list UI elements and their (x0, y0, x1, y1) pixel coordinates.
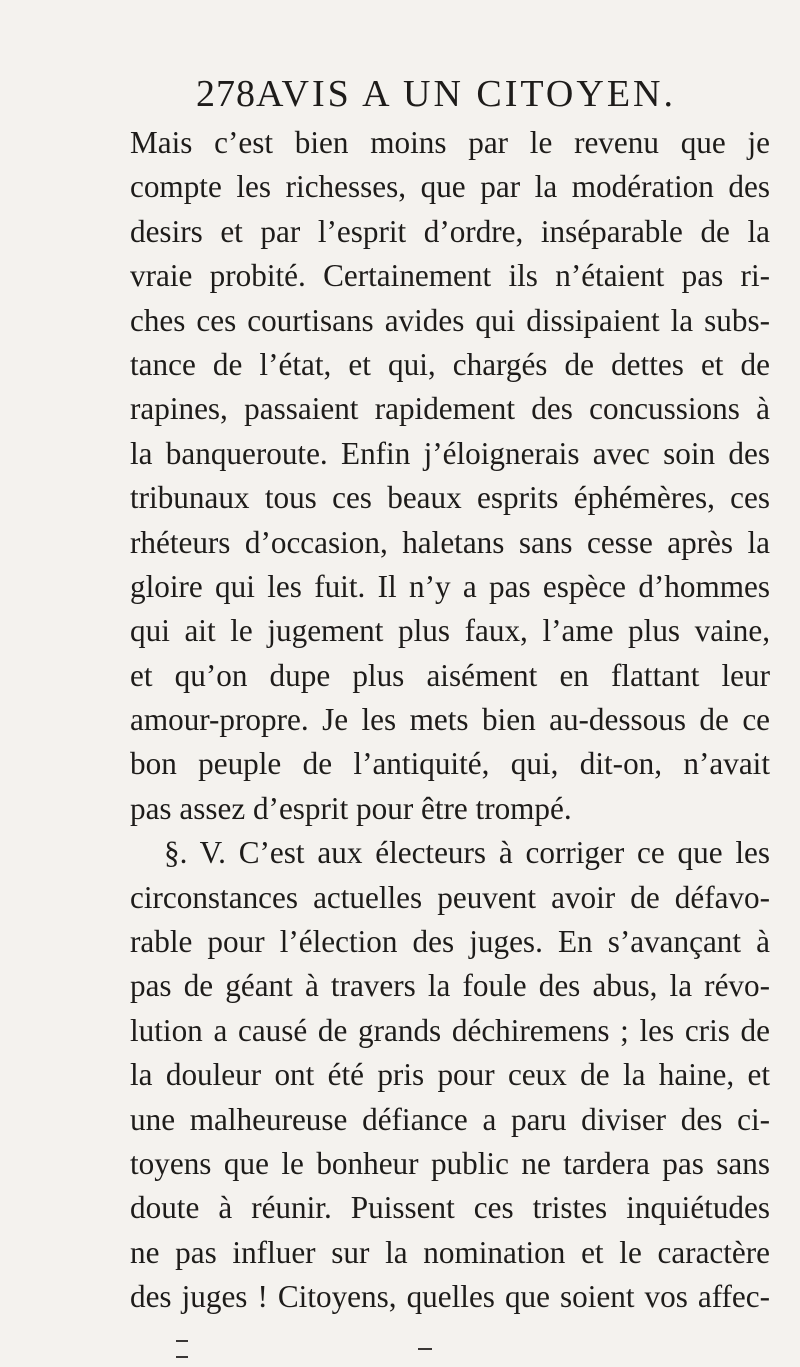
text-line: circonstances actuelles peuvent avoir de défavo- (130, 879, 770, 915)
text-line: tribunaux tous ces beaux esprits éphémères, ces (130, 480, 770, 516)
page-number: 278 (196, 73, 256, 115)
text-line: ches ces courtisans avides qui dissipaient la subs- (130, 302, 770, 338)
paper-speck-mark (176, 1356, 188, 1358)
paper-speck-mark (176, 1340, 188, 1342)
text-line: Mais c’est bien moins par le revenu que je (130, 125, 770, 160)
text-line: ne pas influer sur la nomination et le caractère (130, 1234, 770, 1270)
running-title: AVIS A UN CITOYEN. (256, 73, 676, 115)
text-line: et qu’on dupe plus aisément en flattant leur (130, 657, 770, 693)
text-line: desirs et par l’esprit d’ordre, inséparable de la (130, 213, 770, 249)
text-line: rable pour l’élection des juges. En s’avançant à (130, 924, 770, 960)
page-header (196, 74, 756, 114)
text-line: rapines, passaient rapidement des concussions à (130, 391, 770, 427)
text-line: compte les richesses, que par la modération des (130, 169, 770, 205)
text-line: bon peuple de l’antiquité, qui, dit-on, n’avait (130, 746, 770, 782)
text-line: pas assez d’esprit pour être trompé. (130, 790, 572, 826)
text-line: lution a causé de grands déchiremens ; les cris de (130, 1012, 770, 1048)
text-line: la douleur ont été pris pour ceux de la haine, et (130, 1057, 770, 1093)
text-line: vraie probité. Certainement ils n’étaient pas ri- (130, 258, 770, 294)
paper-speck-mark (418, 1348, 432, 1350)
text-line: des juges ! Citoyens, quelles que soient vos affec- (130, 1279, 770, 1315)
text-line: gloire qui les fuit. Il n’y a pas espèce d’hommes (130, 568, 770, 604)
text-line: qui ait le jugement plus faux, l’ame plus vaine, (130, 613, 770, 649)
text-line: toyens que le bonheur public ne tardera pas sans (130, 1145, 770, 1181)
text-line: la banqueroute. Enfin j’éloignerais avec soin des (130, 435, 770, 471)
text-line: pas de géant à travers la foule des abus, la révo- (130, 968, 770, 1004)
text-line: tance de l’état, et qui, chargés de dettes et de (130, 346, 770, 382)
section-heading-line: §. V. C’est aux électeurs à corriger ce que les (164, 835, 770, 871)
body-text (130, 121, 770, 1320)
text-line: amour-propre. Je les mets bien au-dessous de ce (130, 702, 770, 738)
text-line: doute à réunir. Puissent ces tristes inquiétudes (130, 1190, 770, 1226)
text-line: une malheureuse défiance a paru diviser des ci- (130, 1101, 770, 1137)
text-line: rhéteurs d’occasion, haletans sans cesse après la (130, 524, 770, 560)
